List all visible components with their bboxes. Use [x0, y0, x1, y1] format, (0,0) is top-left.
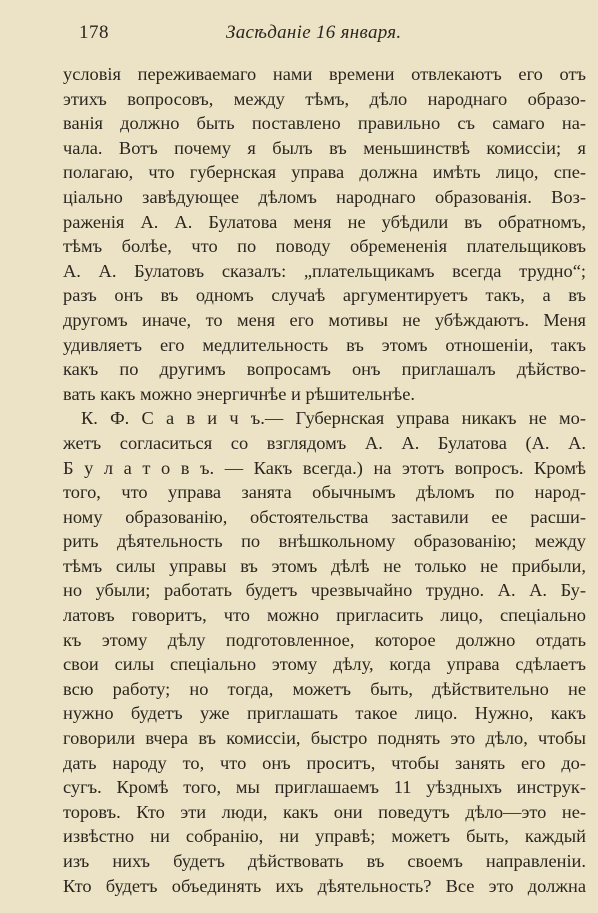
text-line: но убыли; работать будетъ чрезвычайно трудно. А. А. Бу- [63, 580, 586, 601]
text-line: Б у л а т о в ъ. — Какъ всегда.) на этотъ вопросъ. Кромѣ [63, 457, 586, 478]
text-line: сугъ. Кромѣ того, мы приглашаемъ 11 уѣздныхъ инструк- [63, 777, 586, 798]
running-title: Засѣданіе 16 января. [226, 22, 402, 43]
text-line: А. А. Булатовъ сказалъ: „плательщикамъ всегда трудно“; [63, 260, 586, 281]
speaker-line: К. Ф. С а в и ч ъ.— Губернская управа никакъ не мо- [81, 408, 586, 429]
paragraph-end-line: вать какъ можно энергичнѣе и рѣшительнѣе. [63, 383, 416, 404]
body-text [63, 62, 586, 898]
text-line: раженія А. А. Булатова меня не убѣдили въ обратномъ, [63, 211, 586, 232]
text-line: нужно будетъ уже приглашать такое лицо. Нужно, какъ [63, 703, 586, 724]
text-line: къ этому дѣлу подготовленное, которое должно отдать [63, 629, 586, 650]
text-line: другомъ иначе, то меня его мотивы не убѣждаютъ. Меня [63, 309, 586, 330]
text-line: дать народу то, что онъ проситъ, чтобы занять его до- [63, 752, 586, 773]
text-line: тѣмъ болѣе, что по поводу обремененія плательщиковъ [63, 236, 586, 257]
text-line: тѣмъ силы управы въ этомъ дѣлѣ не только не прибыли, [63, 555, 586, 576]
text-line: рить дѣятельность по внѣшкольному образованію; между [63, 531, 586, 552]
text-line: этихъ вопросовъ, между тѣмъ, дѣло народнаго образо- [63, 88, 586, 109]
text-line: какъ по другимъ вопросамъ онъ приглашалъ дѣйство- [63, 359, 586, 380]
text-line: удивляетъ его медлительность въ этомъ отношеніи, такъ [63, 334, 586, 355]
page-number: 178 [79, 22, 109, 43]
text-line: свои силы спеціально этому дѣлу, когда управа сдѣлаетъ [63, 654, 586, 675]
text-line: условія переживаемаго нами времени отвлекаютъ его отъ [63, 64, 586, 84]
text-line: чала. Вотъ почему я былъ въ меньшинствѣ комиссіи; я [63, 137, 586, 158]
text-line: ціально завѣдующее дѣломъ народнаго образованія. Воз- [63, 186, 586, 207]
text-line: жетъ согласиться со взглядомъ А. А. Булатова (А. А. [63, 432, 586, 453]
text-line: говорили вчера въ комиссіи, быстро поднять это дѣло, чтобы [63, 728, 586, 749]
text-line: разъ онъ въ одномъ случаѣ аргументируетъ такъ, а въ [63, 285, 586, 306]
text-line: всю работу; но тогда, можетъ быть, дѣйствительно не [63, 678, 586, 699]
text-line: латовъ говоритъ, что можно пригласить лицо, спеціально [63, 605, 586, 626]
text-line: изъ нихъ будетъ дѣйствовать въ своемъ направленіи. [63, 851, 586, 871]
text-line: Кто будетъ объединять ихъ дѣятельность? Все это должна [63, 875, 586, 896]
text-line: ному образованію, обстоятельства заставили ее расши- [63, 506, 586, 527]
text-line: ванія должно быть поставлено правильно съ самаго на- [63, 113, 586, 134]
text-line: торовъ. Кто эти люди, какъ они поведутъ дѣло—это не- [63, 801, 586, 822]
text-line: полагаю, что губернская управа должна имѣть лицо, спе- [63, 162, 586, 183]
text-line: извѣстно ни собранію, ни управѣ; можетъ быть, каждый [63, 826, 586, 847]
text-line: того, что управа занята обычнымъ дѣломъ по народ- [63, 482, 586, 503]
